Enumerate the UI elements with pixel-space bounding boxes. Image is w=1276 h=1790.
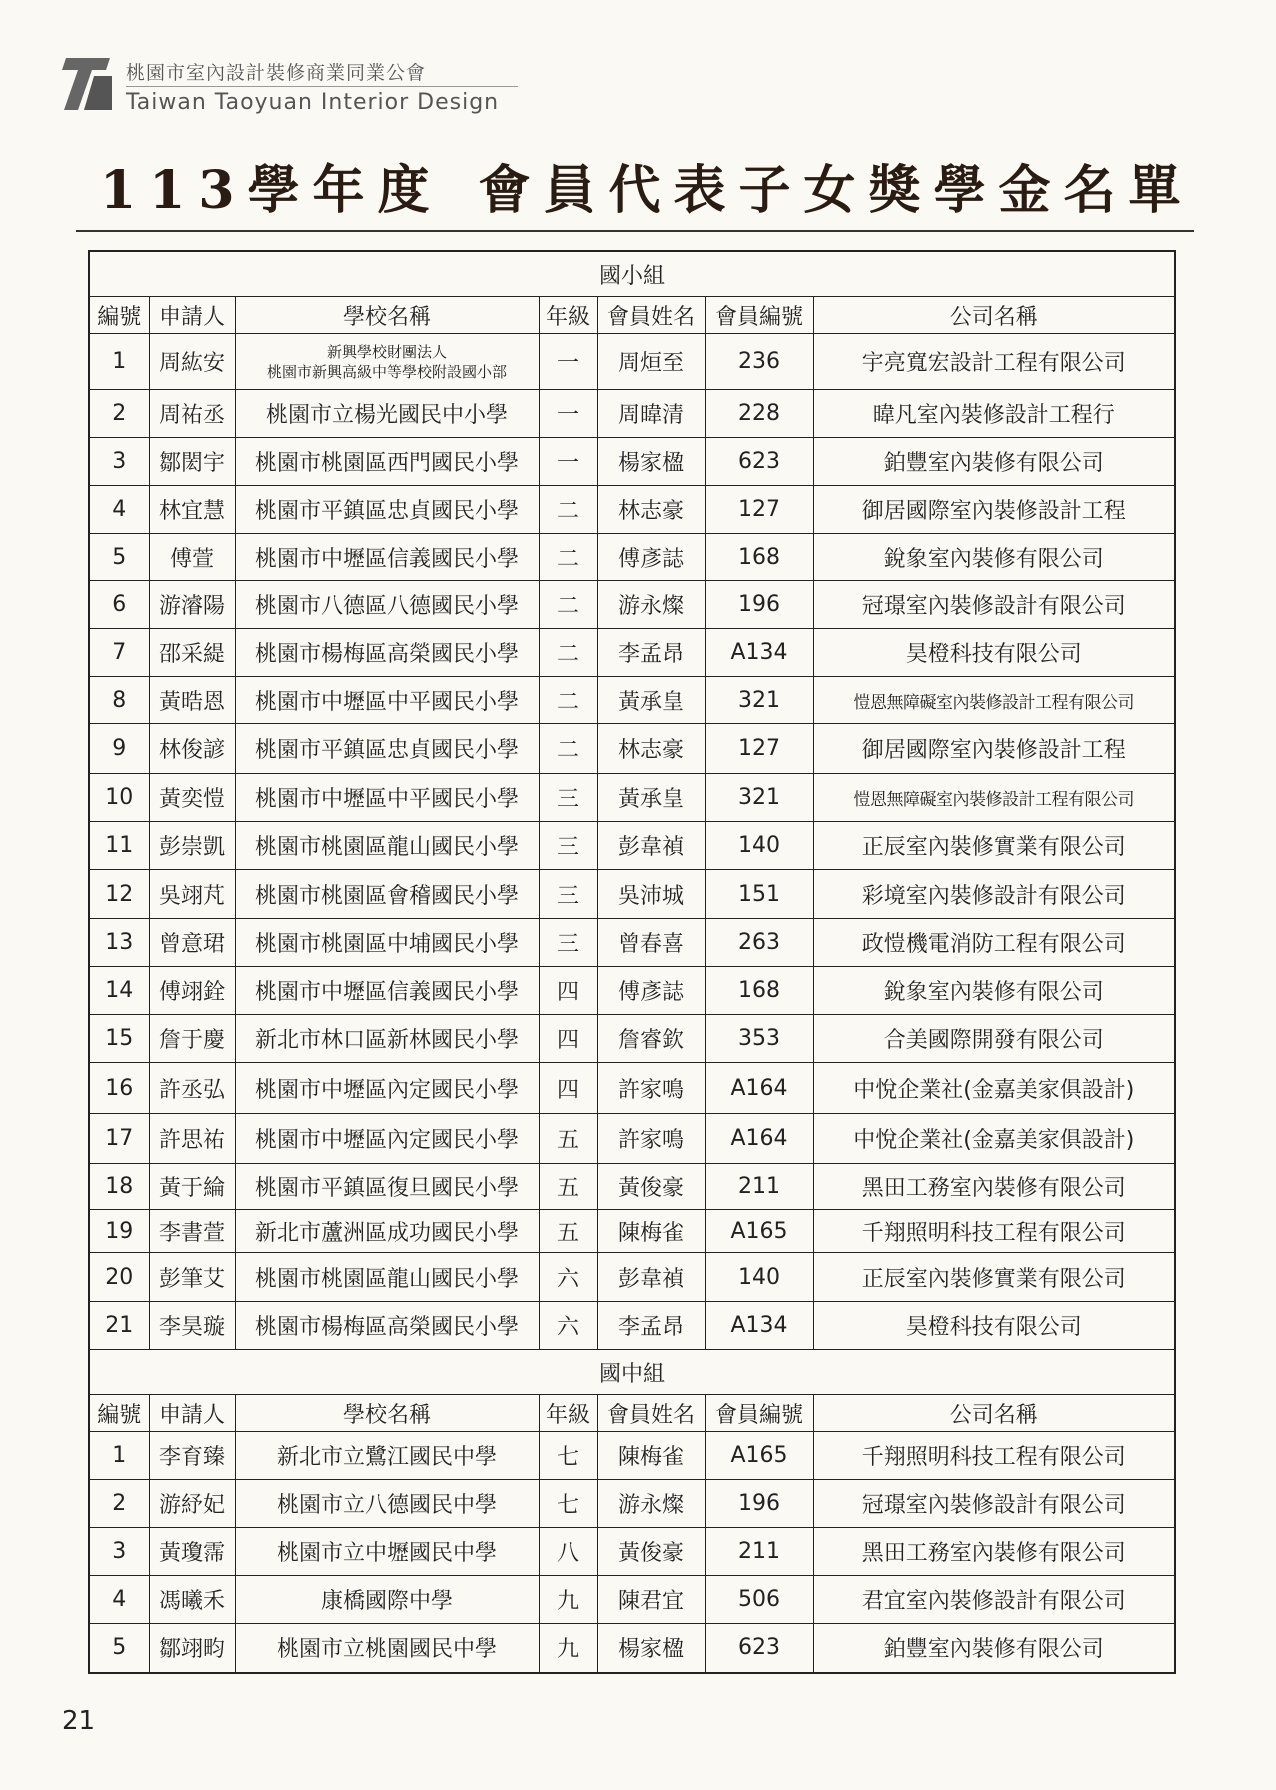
org-name-en: Taiwan Taoyuan Interior Design	[126, 90, 500, 115]
grade: 七	[539, 1480, 597, 1528]
table-row	[89, 870, 1175, 919]
school-name: 桃園市立桃園國民中學	[235, 1624, 539, 1673]
company-name: 愷恩無障礙室內裝修設計工程有限公司	[813, 774, 1175, 822]
grade: 二	[539, 629, 597, 677]
table-row	[89, 1480, 1175, 1528]
company-name: 中悅企業社(金嘉美家俱設計)	[813, 1063, 1175, 1114]
table-row	[89, 1114, 1175, 1164]
applicant-name: 李昊璇	[149, 1302, 235, 1350]
applicant-name: 黃奕愷	[149, 774, 235, 822]
applicant-name: 鄒閎宇	[149, 438, 235, 486]
member-id: 263	[705, 919, 813, 967]
member-name: 吳沛城	[597, 870, 705, 919]
column-header-member-id: 會員編號	[705, 297, 813, 334]
table-row	[89, 1624, 1175, 1673]
school-name: 新北市林口區新林國民小學	[235, 1015, 539, 1063]
school-name: 新北市蘆洲區成功國民小學	[235, 1210, 539, 1253]
row-number: 19	[89, 1210, 149, 1253]
applicant-name: 鄒翊畇	[149, 1624, 235, 1673]
row-number: 18	[89, 1164, 149, 1210]
applicant-name: 傅翊銓	[149, 967, 235, 1015]
applicant-name: 彭筆艾	[149, 1253, 235, 1302]
member-name: 周烜至	[597, 334, 705, 390]
row-number: 10	[89, 774, 149, 822]
row-number: 2	[89, 1480, 149, 1528]
row-number: 6	[89, 581, 149, 629]
row-number: 4	[89, 1576, 149, 1624]
row-number: 4	[89, 486, 149, 534]
row-number: 21	[89, 1302, 149, 1350]
school-name: 桃園市八德區八德國民小學	[235, 581, 539, 629]
member-id: 321	[705, 774, 813, 822]
scholarship-table-wrapper	[88, 250, 1174, 1674]
row-number: 14	[89, 967, 149, 1015]
member-id: A164	[705, 1114, 813, 1164]
member-id: 353	[705, 1015, 813, 1063]
row-number: 7	[89, 629, 149, 677]
school-name-line1: 新興學校財團法人	[326, 342, 447, 361]
member-name: 詹睿欽	[597, 1015, 705, 1063]
table-row	[89, 774, 1175, 822]
member-id: A165	[705, 1210, 813, 1253]
table-row	[89, 438, 1175, 486]
member-name: 李孟昂	[597, 1302, 705, 1350]
grade: 八	[539, 1528, 597, 1576]
column-header-company-name: 公司名稱	[813, 297, 1175, 334]
member-name: 曾春喜	[597, 919, 705, 967]
table-row	[89, 1063, 1175, 1114]
applicant-name: 邵采緹	[149, 629, 235, 677]
company-name: 中悅企業社(金嘉美家俱設計)	[813, 1114, 1175, 1164]
grade: 二	[539, 677, 597, 724]
school-name: 桃園市桃園區龍山國民小學	[235, 822, 539, 870]
member-name: 李孟昂	[597, 629, 705, 677]
company-name: 冠璟室內裝修設計有限公司	[813, 581, 1175, 629]
column-header-grade: 年級	[539, 297, 597, 334]
member-id: A134	[705, 1302, 813, 1350]
grade: 二	[539, 724, 597, 774]
school-name: 桃園市桃園區中埔國民小學	[235, 919, 539, 967]
company-name: 彩境室內裝修設計有限公司	[813, 870, 1175, 919]
school-name: 桃園市桃園區西門國民小學	[235, 438, 539, 486]
member-id: 623	[705, 438, 813, 486]
association-logo-icon	[62, 56, 114, 112]
page-number: 21	[62, 1706, 96, 1736]
table-row	[89, 334, 1175, 390]
table-row	[89, 1253, 1175, 1302]
member-id: 196	[705, 1480, 813, 1528]
member-id: 127	[705, 724, 813, 774]
grade: 二	[539, 581, 597, 629]
company-name: 愷恩無障礙室內裝修設計工程有限公司	[813, 677, 1175, 724]
school-name: 桃園市中壢區內定國民小學	[235, 1114, 539, 1164]
scholarship-table	[88, 250, 1176, 1674]
row-number: 16	[89, 1063, 149, 1114]
applicant-name: 許丞弘	[149, 1063, 235, 1114]
company-name: 正辰室內裝修實業有限公司	[813, 822, 1175, 870]
member-name: 黃俊豪	[597, 1528, 705, 1576]
company-name: 御居國際室內裝修設計工程	[813, 724, 1175, 774]
column-header-row-number: 編號	[89, 1395, 149, 1432]
member-name: 黃承皇	[597, 774, 705, 822]
member-id: 196	[705, 581, 813, 629]
school-name: 桃園市平鎮區復旦國民小學	[235, 1164, 539, 1210]
member-id: 228	[705, 390, 813, 438]
applicant-name: 游濬陽	[149, 581, 235, 629]
member-name: 傅彥誌	[597, 534, 705, 581]
table-row	[89, 390, 1175, 438]
org-header	[62, 52, 500, 122]
table-row	[89, 724, 1175, 774]
company-name: 黑田工務室內裝修有限公司	[813, 1164, 1175, 1210]
table-row	[89, 919, 1175, 967]
applicant-name: 彭崇凱	[149, 822, 235, 870]
table-row	[89, 1432, 1175, 1480]
table-row	[89, 581, 1175, 629]
member-name: 陳君宜	[597, 1576, 705, 1624]
table-row	[89, 822, 1175, 870]
member-id: 168	[705, 534, 813, 581]
row-number: 2	[89, 390, 149, 438]
row-number: 1	[89, 1432, 149, 1480]
applicant-name: 許思祐	[149, 1114, 235, 1164]
grade: 一	[539, 390, 597, 438]
column-header-school-name: 學校名稱	[235, 1395, 539, 1432]
company-name: 鉑豐室內裝修有限公司	[813, 438, 1175, 486]
row-number: 17	[89, 1114, 149, 1164]
company-name: 千翔照明科技工程有限公司	[813, 1432, 1175, 1480]
member-name: 林志豪	[597, 724, 705, 774]
applicant-name: 吳翊芃	[149, 870, 235, 919]
table-row	[89, 1576, 1175, 1624]
grade: 五	[539, 1164, 597, 1210]
applicant-name: 曾意珺	[149, 919, 235, 967]
member-name: 黃俊豪	[597, 1164, 705, 1210]
grade: 二	[539, 486, 597, 534]
member-id: A134	[705, 629, 813, 677]
grade: 六	[539, 1253, 597, 1302]
member-id: 236	[705, 334, 813, 390]
company-name: 政愷機電消防工程有限公司	[813, 919, 1175, 967]
grade: 三	[539, 870, 597, 919]
table-row	[89, 1015, 1175, 1063]
row-number: 11	[89, 822, 149, 870]
company-name: 銳象室內裝修有限公司	[813, 534, 1175, 581]
school-name: 桃園市中壢區信義國民小學	[235, 967, 539, 1015]
company-name: 宇亮寬宏設計工程有限公司	[813, 334, 1175, 390]
grade: 九	[539, 1576, 597, 1624]
school-name: 桃園市楊梅區高榮國民小學	[235, 1302, 539, 1350]
company-name: 昊橙科技有限公司	[813, 1302, 1175, 1350]
grade: 五	[539, 1210, 597, 1253]
page-title	[100, 148, 1194, 223]
applicant-name: 周祐丞	[149, 390, 235, 438]
member-name: 周暐清	[597, 390, 705, 438]
school-name: 桃園市立八德國民中學	[235, 1480, 539, 1528]
member-id: 623	[705, 1624, 813, 1673]
member-name: 林志豪	[597, 486, 705, 534]
grade: 七	[539, 1432, 597, 1480]
school-name: 康橋國際中學	[235, 1576, 539, 1624]
member-name: 楊家楹	[597, 1624, 705, 1673]
row-number: 1	[89, 334, 149, 390]
grade: 三	[539, 919, 597, 967]
row-number: 9	[89, 724, 149, 774]
group-label-elementary: 國小組	[89, 251, 1175, 297]
company-name: 君宜室內裝修設計有限公司	[813, 1576, 1175, 1624]
table-row	[89, 534, 1175, 581]
member-name: 彭韋禎	[597, 1253, 705, 1302]
table-row	[89, 1164, 1175, 1210]
row-number: 3	[89, 438, 149, 486]
row-number: 5	[89, 534, 149, 581]
grade: 四	[539, 967, 597, 1015]
applicant-name: 游紓妃	[149, 1480, 235, 1528]
grade: 五	[539, 1114, 597, 1164]
table-row	[89, 486, 1175, 534]
school-name: 新北市立鷺江國民中學	[235, 1432, 539, 1480]
grade: 四	[539, 1015, 597, 1063]
school-name-line2: 桃園市新興高級中等學校附設國小部	[266, 362, 507, 381]
company-name: 暐凡室內裝修設計工程行	[813, 390, 1175, 438]
applicant-name: 周紘安	[149, 334, 235, 390]
row-number: 15	[89, 1015, 149, 1063]
member-id: 151	[705, 870, 813, 919]
member-id: 140	[705, 822, 813, 870]
member-id: 211	[705, 1164, 813, 1210]
company-name: 合美國際開發有限公司	[813, 1015, 1175, 1063]
grade: 三	[539, 822, 597, 870]
row-number: 8	[89, 677, 149, 724]
school-name: 桃園市中壢區中平國民小學	[235, 677, 539, 724]
applicant-name: 馮曦禾	[149, 1576, 235, 1624]
title-divider	[76, 230, 1194, 232]
school-name	[235, 334, 539, 390]
school-name: 桃園市平鎮區忠貞國民小學	[235, 486, 539, 534]
applicant-name: 李書萱	[149, 1210, 235, 1253]
applicant-name: 林俊諺	[149, 724, 235, 774]
row-number: 5	[89, 1624, 149, 1673]
company-name: 銳象室內裝修有限公司	[813, 967, 1175, 1015]
member-id: 140	[705, 1253, 813, 1302]
table-row	[89, 629, 1175, 677]
table-header-row	[89, 1395, 1175, 1432]
company-name: 千翔照明科技工程有限公司	[813, 1210, 1175, 1253]
column-header-grade: 年級	[539, 1395, 597, 1432]
school-name: 桃園市中壢區內定國民小學	[235, 1063, 539, 1114]
row-number: 20	[89, 1253, 149, 1302]
school-name: 桃園市中壢區信義國民小學	[235, 534, 539, 581]
member-name: 陳梅雀	[597, 1210, 705, 1253]
org-name-cn: 桃園市室內設計裝修商業同業公會	[126, 62, 427, 84]
table-row	[89, 1210, 1175, 1253]
table-header-row	[89, 297, 1175, 334]
member-id: 127	[705, 486, 813, 534]
school-name: 桃園市桃園區會稽國民小學	[235, 870, 539, 919]
member-id: 321	[705, 677, 813, 724]
column-header-row-number: 編號	[89, 297, 149, 334]
applicant-name: 李育臻	[149, 1432, 235, 1480]
group-label-junior-high: 國中組	[89, 1350, 1175, 1395]
company-name: 正辰室內裝修實業有限公司	[813, 1253, 1175, 1302]
applicant-name: 林宜慧	[149, 486, 235, 534]
table-row	[89, 1302, 1175, 1350]
member-name: 許家鳴	[597, 1063, 705, 1114]
applicant-name: 傅萱	[149, 534, 235, 581]
grade: 一	[539, 334, 597, 390]
school-name: 桃園市中壢區中平國民小學	[235, 774, 539, 822]
company-name: 御居國際室內裝修設計工程	[813, 486, 1175, 534]
column-header-applicant-name: 申請人	[149, 297, 235, 334]
member-name: 游永燦	[597, 581, 705, 629]
title-year: 113學年度	[100, 160, 443, 221]
member-name: 陳梅雀	[597, 1432, 705, 1480]
applicant-name: 詹于慶	[149, 1015, 235, 1063]
grade: 九	[539, 1624, 597, 1673]
row-number: 13	[89, 919, 149, 967]
row-number: 3	[89, 1528, 149, 1576]
column-header-applicant-name: 申請人	[149, 1395, 235, 1432]
row-number: 12	[89, 870, 149, 919]
school-name: 桃園市立楊光國民中小學	[235, 390, 539, 438]
company-name: 昊橙科技有限公司	[813, 629, 1175, 677]
title-text: 會員代表子女獎學金名單	[478, 160, 1194, 221]
applicant-name: 黃瓊霈	[149, 1528, 235, 1576]
table-row	[89, 1528, 1175, 1576]
grade: 六	[539, 1302, 597, 1350]
header-divider	[126, 86, 518, 87]
member-name: 黃承皇	[597, 677, 705, 724]
member-name: 許家鳴	[597, 1114, 705, 1164]
company-name: 鉑豐室內裝修有限公司	[813, 1624, 1175, 1673]
school-name: 桃園市楊梅區高榮國民小學	[235, 629, 539, 677]
column-header-member-name: 會員姓名	[597, 297, 705, 334]
applicant-name: 黃于綸	[149, 1164, 235, 1210]
member-id: 211	[705, 1528, 813, 1576]
company-name: 黑田工務室內裝修有限公司	[813, 1528, 1175, 1576]
school-name: 桃園市立中壢國民中學	[235, 1528, 539, 1576]
school-name: 桃園市桃園區龍山國民小學	[235, 1253, 539, 1302]
column-header-company-name: 公司名稱	[813, 1395, 1175, 1432]
member-id: 506	[705, 1576, 813, 1624]
grade: 二	[539, 534, 597, 581]
applicant-name: 黃晧恩	[149, 677, 235, 724]
member-id: A164	[705, 1063, 813, 1114]
grade: 一	[539, 438, 597, 486]
column-header-school-name: 學校名稱	[235, 297, 539, 334]
table-row	[89, 677, 1175, 724]
column-header-member-name: 會員姓名	[597, 1395, 705, 1432]
member-name: 傅彥誌	[597, 967, 705, 1015]
grade: 四	[539, 1063, 597, 1114]
school-name: 桃園市平鎮區忠貞國民小學	[235, 724, 539, 774]
member-name: 楊家楹	[597, 438, 705, 486]
member-id: A165	[705, 1432, 813, 1480]
member-id: 168	[705, 967, 813, 1015]
company-name: 冠璟室內裝修設計有限公司	[813, 1480, 1175, 1528]
grade: 三	[539, 774, 597, 822]
column-header-member-id: 會員編號	[705, 1395, 813, 1432]
table-row	[89, 967, 1175, 1015]
member-name: 游永燦	[597, 1480, 705, 1528]
member-name: 彭韋禎	[597, 822, 705, 870]
